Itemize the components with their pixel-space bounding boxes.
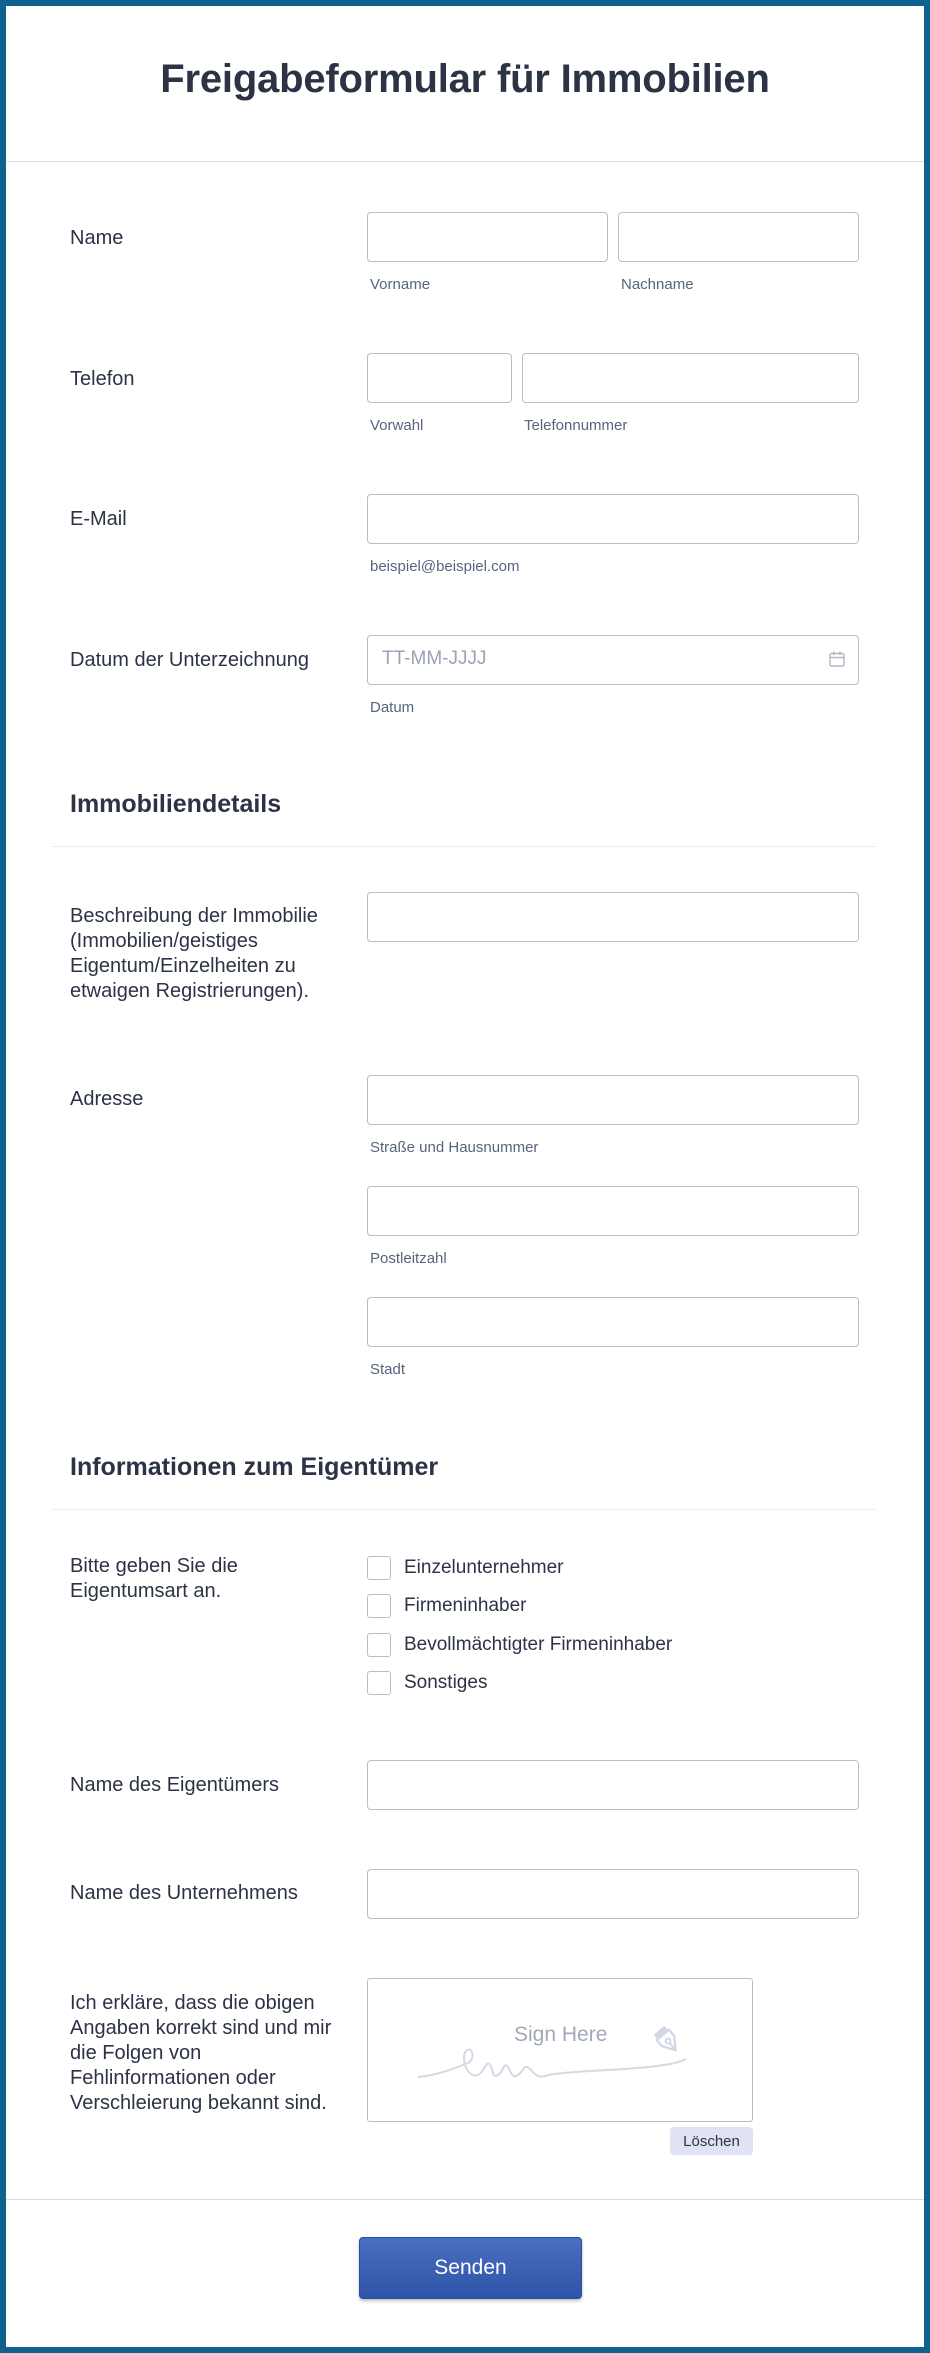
calendar-icon[interactable] xyxy=(828,650,846,668)
owner-name-label: Name des Eigentümers xyxy=(70,1774,279,1796)
email-input[interactable] xyxy=(367,494,859,544)
address-label: Adresse xyxy=(70,1088,144,1110)
option-label: Sonstiges xyxy=(404,1672,488,1693)
owner-section-divider xyxy=(52,1509,876,1510)
declaration-label: Ich erkläre, dass die obigen Angaben korrekt sind und mir die Folgen von Fehlinformationen oder Verschleierung bekannt sind. xyxy=(70,1992,332,2114)
phone-label: Telefon xyxy=(70,368,135,390)
signature-pad[interactable] xyxy=(367,1978,753,2122)
postal-code-input[interactable] xyxy=(367,1186,859,1236)
option-label: Einzelunternehmer xyxy=(404,1557,564,1578)
phone-number-sublabel: Telefonnummer xyxy=(524,417,628,434)
property-section-title: Immobiliendetails xyxy=(70,790,282,818)
company-name-label: Name des Unternehmens xyxy=(70,1882,298,1904)
ownership-option-other[interactable] xyxy=(367,1670,487,1696)
ownership-type-label: Bitte geben Sie die Eigentumsart an. xyxy=(70,1555,238,1602)
city-input[interactable] xyxy=(367,1297,859,1347)
postal-code-sublabel: Postleitzahl xyxy=(370,1250,447,1267)
property-description-input[interactable] xyxy=(367,892,859,942)
property-section-divider xyxy=(52,846,876,847)
area-code-input[interactable] xyxy=(367,353,512,403)
option-label: Bevollmächtigter Firmeninhaber xyxy=(404,1634,673,1655)
date-input[interactable] xyxy=(367,635,859,685)
signature-scribble xyxy=(368,1979,754,2123)
checkbox[interactable] xyxy=(367,1633,391,1657)
name-label: Name xyxy=(70,227,124,249)
option-label: Firmeninhaber xyxy=(404,1595,527,1616)
ownership-option-company-owner[interactable] xyxy=(367,1593,527,1619)
city-sublabel: Stadt xyxy=(370,1361,406,1378)
first-name-input[interactable] xyxy=(367,212,608,262)
checkbox[interactable] xyxy=(367,1556,391,1580)
date-placeholder: TT-MM-JJJJ xyxy=(382,648,487,669)
street-sublabel: Straße und Hausnummer xyxy=(370,1139,539,1156)
ownership-option-authorized-owner[interactable] xyxy=(367,1632,672,1658)
form-title: Freigabeformular für Immobilien xyxy=(160,57,770,101)
footer-divider xyxy=(6,2199,924,2200)
email-label: E-Mail xyxy=(70,508,127,530)
email-sublabel: beispiel@beispiel.com xyxy=(370,558,520,575)
property-description-label: Beschreibung der Immobilie (Immobilien/geistiges Eigentum/Einzelheiten zu etwaigen Registrierungen). xyxy=(70,905,318,1002)
date-sublabel: Datum xyxy=(370,699,415,716)
street-input[interactable] xyxy=(367,1075,859,1125)
phone-number-input[interactable] xyxy=(522,353,859,403)
owner-section-title: Informationen zum Eigentümer xyxy=(70,1453,439,1481)
area-code-sublabel: Vorwahl xyxy=(370,417,424,434)
submit-button[interactable]: Senden xyxy=(359,2237,582,2299)
first-name-sublabel: Vorname xyxy=(370,276,431,293)
form-header xyxy=(6,6,924,162)
pen-nib-icon xyxy=(648,2023,688,2059)
owner-name-input[interactable] xyxy=(367,1760,859,1810)
checkbox[interactable] xyxy=(367,1594,391,1618)
signature-placeholder: Sign Here xyxy=(514,2023,608,2046)
clear-signature-button[interactable]: Löschen xyxy=(670,2127,753,2155)
date-label: Datum der Unterzeichnung xyxy=(70,649,310,671)
last-name-sublabel: Nachname xyxy=(621,276,694,293)
ownership-option-sole-proprietor[interactable] xyxy=(367,1555,563,1581)
last-name-input[interactable] xyxy=(618,212,859,262)
checkbox[interactable] xyxy=(367,1671,391,1695)
company-name-input[interactable] xyxy=(367,1869,859,1919)
